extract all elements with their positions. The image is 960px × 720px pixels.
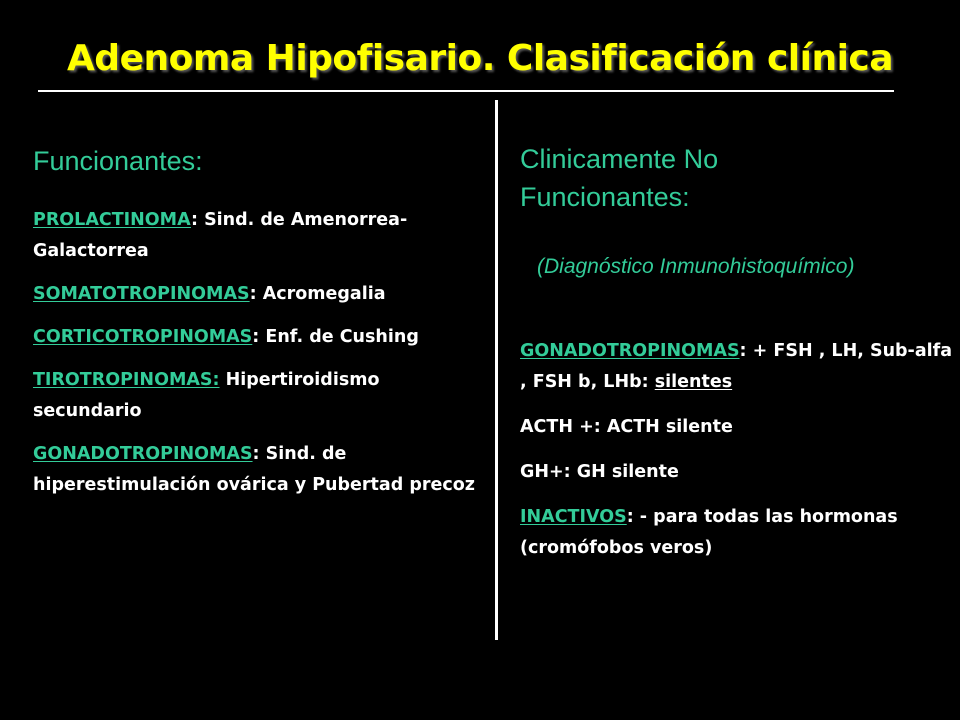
item-description: ACTH +: ACTH silente [520, 417, 733, 437]
item-separator: : [739, 341, 747, 361]
heading-line: Clinicamente No [520, 144, 719, 174]
list-item-tirotropinomas [33, 365, 483, 427]
non-functioning-column [520, 140, 960, 578]
item-term: GONADOTROPINOMAS [33, 444, 253, 464]
slide-title: Adenoma Hipofisario. Clasificación clínica [66, 38, 894, 79]
list-item-inactivos [520, 502, 960, 564]
column-divider [495, 100, 498, 640]
non-functioning-list [520, 336, 960, 564]
item-term: INACTIVOS [520, 507, 627, 527]
item-term: TIROTROPINOMAS: [33, 370, 220, 390]
functioning-heading: Funcionantes: [33, 146, 203, 176]
item-description: Sind. de hiperestimulación ovárica y Pubertad precoz [33, 444, 475, 495]
list-item-prolactinoma [33, 205, 483, 267]
list-item-somatotropinomas [33, 279, 483, 310]
list-item-corticotropinomas [33, 322, 483, 353]
non-functioning-heading [520, 140, 960, 216]
item-underlined-word: silentes [654, 372, 733, 392]
item-description: - para todas las hormonas (cromófobos veros) [520, 507, 898, 558]
item-separator: : [252, 327, 260, 347]
item-term: SOMATOTROPINOMAS [33, 284, 250, 304]
item-term: CORTICOTROPINOMAS [33, 327, 253, 347]
title-underline [38, 90, 894, 92]
item-term: GONADOTROPINOMAS [520, 341, 740, 361]
item-description: Hipertiroidismo secundario [33, 370, 380, 421]
item-separator: : [626, 507, 634, 527]
item-term: PROLACTINOMA [33, 210, 191, 230]
item-description: Acromegalia [256, 284, 386, 304]
item-separator: : [252, 444, 260, 464]
item-description: Sind. de Amenorrea-Galactorrea [33, 210, 408, 261]
item-separator: : [249, 284, 257, 304]
functioning-list [33, 205, 483, 501]
list-item-gh [520, 457, 960, 488]
item-description: + FSH , LH, Sub-alfa , FSH b, LHb: [520, 341, 953, 392]
item-separator: : [190, 210, 198, 230]
functioning-column [33, 140, 483, 513]
item-description: Enf. de Cushing [259, 327, 419, 347]
item-description: GH+: GH silente [520, 462, 679, 482]
heading-line: Funcionantes: [520, 182, 690, 212]
list-item-gonadotropinomas [33, 439, 483, 501]
list-item-gonadotropinomas [520, 336, 960, 398]
diagnosis-subheading: (Diagnóstico Inmunohistoquímico) [537, 255, 855, 278]
list-item-acth [520, 412, 960, 443]
